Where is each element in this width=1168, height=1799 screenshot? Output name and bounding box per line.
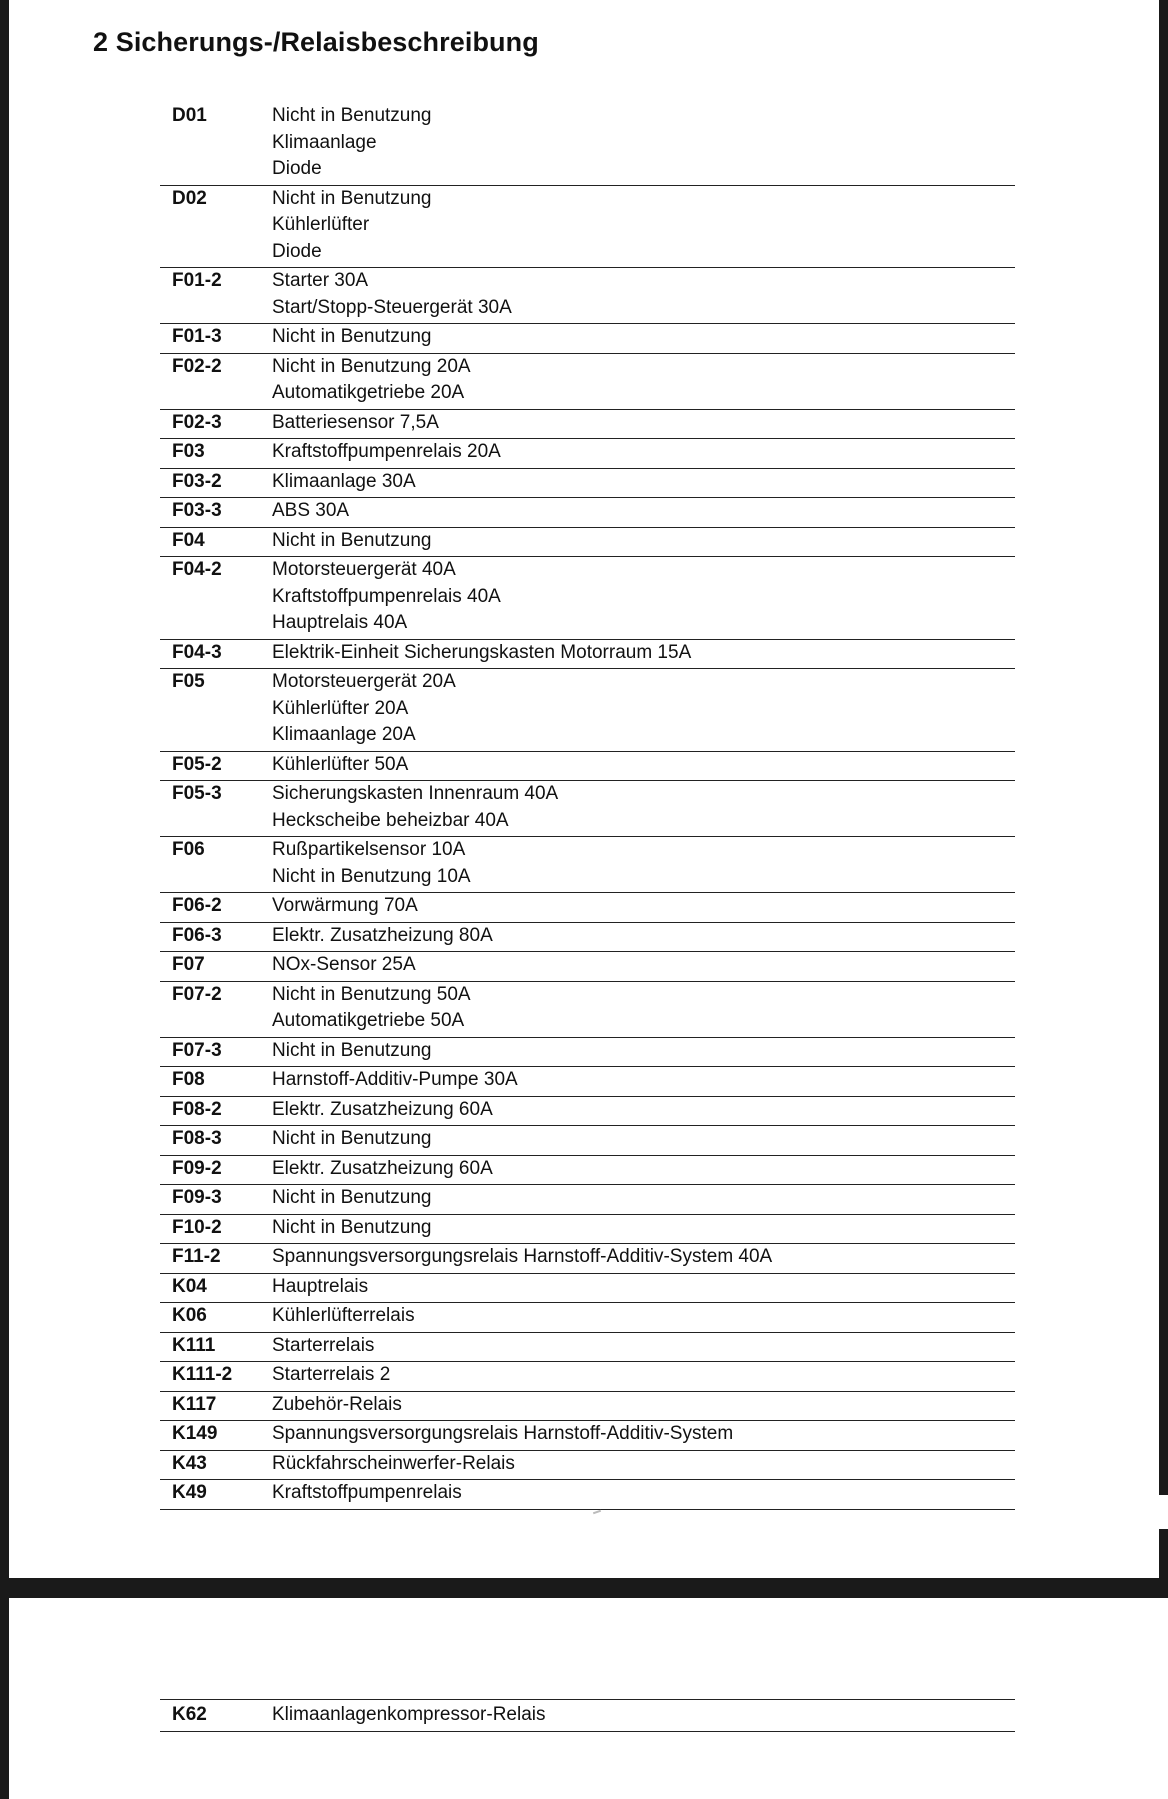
description-line: NOx-Sensor 25A — [272, 954, 416, 975]
table-row — [160, 1126, 1015, 1156]
fuse-code: K149 — [172, 1423, 218, 1444]
description-line: Kühlerlüfter 20A — [272, 697, 409, 719]
table-row — [160, 837, 1015, 893]
table-row — [160, 439, 1015, 469]
fuse-description — [272, 1156, 1015, 1183]
document-page-2 — [9, 1598, 1168, 1799]
description-line: Batteriesensor 7,5A — [272, 411, 439, 433]
table-row — [160, 1392, 1015, 1422]
description-line: Nicht in Benutzung 10A — [272, 865, 471, 887]
table-row — [160, 893, 1015, 923]
table-row — [160, 923, 1015, 953]
fuse-description — [272, 410, 1015, 437]
fuse-code: K117 — [172, 1393, 217, 1415]
section-title: 2 Sicherungs-/Relaisbeschreibung — [93, 27, 539, 57]
fuse-description — [272, 1067, 1015, 1094]
description-line: Nicht in Benutzung 50A — [272, 983, 471, 1005]
description-line: Harnstoff-Additiv-Pumpe 30A — [272, 1069, 518, 1090]
fuse-description — [272, 1392, 1015, 1419]
table-row — [160, 752, 1015, 782]
fuse-description — [272, 439, 1015, 466]
description-line: Elektr. Zusatzheizung 60A — [272, 1157, 493, 1179]
fuse-description — [272, 923, 1015, 950]
description-line: Nicht in Benutzung — [272, 187, 432, 209]
fuse-code: F02-2 — [172, 355, 222, 377]
fuse-code: F09-3 — [172, 1187, 222, 1208]
fuse-description — [272, 186, 1015, 266]
description-line: Motorsteuergerät 20A — [272, 671, 456, 692]
fuse-code: F07-3 — [172, 1039, 222, 1061]
fuse-description — [272, 952, 1015, 979]
fuse-code: F05-3 — [172, 783, 222, 804]
fuse-description — [272, 669, 1015, 749]
table-row — [160, 669, 1015, 752]
table-row — [160, 1215, 1015, 1245]
description-line: Spannungsversorgungsrelais Harnstoff-Additiv-System 40A — [272, 1246, 773, 1267]
table-row — [160, 1451, 1015, 1481]
page-edge-mark — [1159, 1495, 1168, 1529]
fuse-code: F08 — [172, 1069, 205, 1090]
fuse-description — [272, 752, 1015, 779]
fuse-code: F06-2 — [172, 895, 222, 916]
fuse-description — [272, 893, 1015, 920]
fuse-description — [272, 982, 1015, 1035]
description-line: Kraftstoffpumpenrelais — [272, 1482, 462, 1503]
fuse-code: F06-3 — [172, 924, 222, 946]
description-line: Nicht in Benutzung — [272, 1039, 432, 1061]
description-line: Kraftstoffpumpenrelais 20A — [272, 441, 501, 462]
table-row — [160, 1303, 1015, 1333]
fuse-description — [272, 1038, 1015, 1065]
description-line: Elektr. Zusatzheizung 80A — [272, 924, 493, 946]
description-line: Start/Stopp-Steuergerät 30A — [272, 296, 512, 318]
fuse-relay-table — [160, 103, 1015, 1510]
scan-smudge — [593, 1510, 601, 1515]
fuse-relay-table-continued — [160, 1699, 1015, 1732]
table-row — [160, 103, 1015, 186]
fuse-code: F02-3 — [172, 411, 222, 433]
fuse-description — [272, 1185, 1015, 1212]
fuse-code: F04-3 — [172, 641, 222, 663]
table-row — [160, 1480, 1015, 1510]
fuse-code: F10-2 — [172, 1216, 222, 1238]
description-line: Klimaanlage 30A — [272, 470, 416, 492]
description-line: Nicht in Benutzung — [272, 326, 432, 347]
table-row — [160, 1067, 1015, 1097]
description-line: Vorwärmung 70A — [272, 895, 418, 916]
fuse-code: F04-2 — [172, 559, 222, 580]
description-line: Diode — [272, 158, 322, 179]
fuse-code: K49 — [172, 1482, 207, 1503]
table-row — [160, 410, 1015, 440]
fuse-code: F09-2 — [172, 1157, 222, 1179]
fuse-code: K111 — [172, 1334, 216, 1356]
table-row — [160, 1274, 1015, 1304]
fuse-code: K04 — [172, 1275, 207, 1297]
fuse-code: F05-2 — [172, 753, 222, 775]
fuse-description — [272, 640, 1015, 667]
fuse-code: D01 — [172, 105, 207, 126]
fuse-description — [272, 268, 1015, 321]
table-row — [160, 781, 1015, 837]
table-row — [160, 1038, 1015, 1068]
fuse-code: F01-2 — [172, 270, 222, 291]
description-line: Kraftstoffpumpenrelais 40A — [272, 585, 501, 607]
description-line: Hauptrelais 40A — [272, 612, 408, 633]
fuse-code: F11-2 — [172, 1246, 221, 1267]
table-row — [160, 1702, 1015, 1732]
description-line: Nicht in Benutzung — [272, 1128, 432, 1149]
table-row — [160, 528, 1015, 558]
fuse-description — [272, 324, 1015, 351]
description-line: Automatikgetriebe 20A — [272, 382, 465, 403]
fuse-code: F04 — [172, 529, 205, 551]
description-line: Starterrelais — [272, 1334, 375, 1356]
description-line: Kühlerlüfter — [272, 214, 370, 235]
table-row — [160, 1421, 1015, 1451]
table-row — [160, 982, 1015, 1038]
description-line: Spannungsversorgungsrelais Harnstoff-Additiv-System — [272, 1423, 734, 1444]
fuse-code: K111-2 — [172, 1364, 233, 1385]
fuse-description — [272, 498, 1015, 525]
fuse-description — [272, 557, 1015, 637]
fuse-code: F06 — [172, 839, 205, 860]
table-row — [160, 324, 1015, 354]
fuse-description — [272, 1421, 1015, 1448]
description-line: Nicht in Benutzung — [272, 529, 432, 551]
description-line: Heckscheibe beheizbar 40A — [272, 809, 509, 831]
table-row — [160, 1097, 1015, 1127]
fuse-description — [272, 1333, 1015, 1360]
fuse-code: F07-2 — [172, 983, 222, 1005]
description-line: Diode — [272, 240, 322, 262]
fuse-code: F08-3 — [172, 1128, 222, 1149]
table-row — [160, 1244, 1015, 1274]
table-row — [160, 1333, 1015, 1363]
fuse-description — [272, 1274, 1015, 1301]
fuse-code: K43 — [172, 1452, 207, 1474]
fuse-description — [272, 1215, 1015, 1242]
fuse-code: F07 — [172, 954, 205, 975]
description-line: Sicherungskasten Innenraum 40A — [272, 783, 559, 804]
table-row — [160, 1156, 1015, 1186]
description-line: Nicht in Benutzung — [272, 1216, 432, 1238]
fuse-description — [272, 528, 1015, 555]
fuse-description — [272, 1480, 1015, 1507]
fuse-description — [272, 1702, 1015, 1729]
description-line: Klimaanlagenkompressor-Relais — [272, 1704, 546, 1725]
fuse-code: F03 — [172, 441, 205, 462]
fuse-code: K06 — [172, 1305, 207, 1326]
description-line: Kühlerlüfter 50A — [272, 753, 409, 775]
fuse-description — [272, 354, 1015, 407]
description-line: Kühlerlüfterrelais — [272, 1305, 415, 1326]
description-line: Klimaanlage 20A — [272, 724, 416, 745]
description-line: Zubehör-Relais — [272, 1393, 402, 1415]
description-line: Rußpartikelsensor 10A — [272, 839, 466, 860]
document-page-1 — [9, 0, 1159, 1578]
description-line: Starterrelais 2 — [272, 1364, 391, 1385]
description-line: Elektr. Zusatzheizung 60A — [272, 1098, 493, 1120]
fuse-code: F01-3 — [172, 326, 222, 347]
description-line: Nicht in Benutzung 20A — [272, 355, 471, 377]
fuse-description — [272, 1303, 1015, 1330]
fuse-description — [272, 1244, 1015, 1271]
fuse-code: K62 — [172, 1704, 207, 1725]
description-line: Motorsteuergerät 40A — [272, 559, 456, 580]
description-line: ABS 30A — [272, 500, 350, 521]
table-row — [160, 640, 1015, 670]
fuse-description — [272, 837, 1015, 890]
fuse-code: F03-3 — [172, 500, 222, 521]
fuse-description — [272, 1097, 1015, 1124]
table-row — [160, 186, 1015, 269]
description-line: Nicht in Benutzung — [272, 105, 432, 126]
fuse-code: D02 — [172, 187, 207, 209]
description-line: Elektrik-Einheit Sicherungskasten Motorraum 15A — [272, 641, 692, 663]
description-line: Klimaanlage — [272, 131, 377, 153]
fuse-description — [272, 1451, 1015, 1478]
fuse-code: F03-2 — [172, 470, 222, 492]
table-row — [160, 354, 1015, 410]
table-row — [160, 952, 1015, 982]
table-row — [160, 268, 1015, 324]
fuse-description — [272, 469, 1015, 496]
fuse-description — [272, 103, 1015, 183]
description-line: Starter 30A — [272, 270, 369, 291]
table-row — [160, 1185, 1015, 1215]
fuse-description — [272, 1126, 1015, 1153]
fuse-description — [272, 781, 1015, 834]
fuse-description — [272, 1362, 1015, 1389]
description-line: Hauptrelais — [272, 1275, 369, 1297]
description-line: Nicht in Benutzung — [272, 1187, 432, 1208]
description-line: Rückfahrscheinwerfer-Relais — [272, 1452, 515, 1474]
table-row — [160, 469, 1015, 499]
table-row — [160, 498, 1015, 528]
table-row — [160, 557, 1015, 640]
fuse-code: F05 — [172, 671, 205, 692]
fuse-code: F08-2 — [172, 1098, 222, 1120]
description-line: Automatikgetriebe 50A — [272, 1010, 465, 1031]
table-row — [160, 1362, 1015, 1392]
